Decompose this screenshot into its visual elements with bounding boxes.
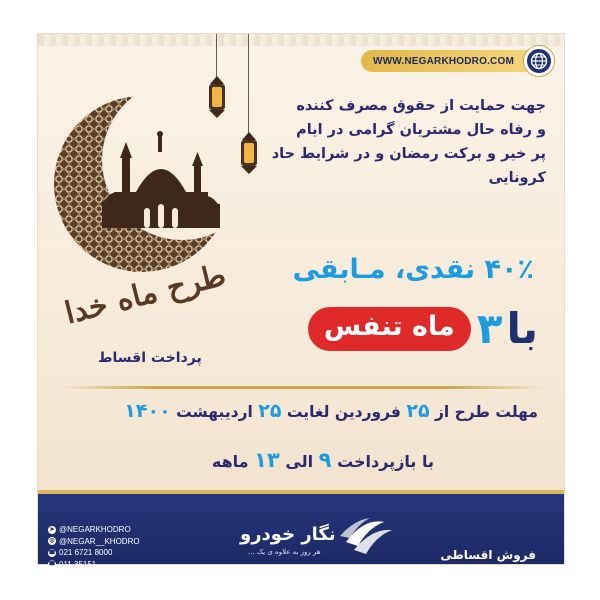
logo-slogan: هر روز به علاوه ی یک ... bbox=[248, 548, 321, 556]
instagram-handle[interactable]: @NEGAR__KHODRO bbox=[59, 536, 140, 546]
grace-prefix: با bbox=[506, 304, 538, 353]
grace-months-number: ۳ bbox=[476, 304, 503, 353]
installment-label: پرداخت اقساط bbox=[98, 350, 202, 366]
deadline-from-label: مهلت طرح از bbox=[434, 403, 538, 421]
repayment-min-months: ۹ bbox=[318, 448, 332, 472]
telegram-icon: ➤ bbox=[49, 526, 55, 533]
logo-name: نگار خودرو bbox=[240, 524, 336, 545]
lantern-string bbox=[216, 34, 217, 78]
phone-contact-1[interactable] bbox=[48, 547, 140, 559]
deadline-to-label: فروردین لغایت bbox=[286, 403, 401, 421]
phone-icon: ☎ bbox=[48, 549, 56, 556]
intro-line-2: و رفاه حال مشتریان گرامی در ایام bbox=[296, 122, 546, 138]
phone-icon: ☎ bbox=[48, 561, 56, 568]
ad-card bbox=[38, 34, 564, 569]
intro-text bbox=[226, 94, 546, 190]
deadline-text bbox=[124, 400, 538, 422]
calligraphy-text: طرح ماه خدا bbox=[61, 257, 230, 332]
grace-period-row bbox=[308, 302, 538, 356]
divider bbox=[58, 386, 544, 389]
offer-headline: ۴۰٪ نقدی، مـابقی bbox=[292, 254, 534, 285]
phone-number-2[interactable]: 011 35151 bbox=[59, 559, 97, 569]
repayment-to-label: الی bbox=[285, 452, 314, 471]
top-ornament bbox=[38, 34, 564, 46]
deadline-month: اردیبهشت bbox=[176, 403, 253, 421]
contact-list bbox=[48, 524, 140, 570]
deadline-end-day: ۲۵ bbox=[258, 400, 282, 422]
telegram-handle[interactable]: @NEGARKHODRO bbox=[59, 525, 131, 534]
repayment-max-months: ۱۳ bbox=[254, 448, 280, 472]
telegram-contact[interactable] bbox=[48, 524, 140, 536]
grace-label-pill: ماه تنفس bbox=[308, 307, 471, 351]
company-logo bbox=[234, 512, 394, 568]
instagram-icon: ◎ bbox=[49, 538, 55, 545]
intro-line-3: پر خیر و برکت رمضان و در شرایط حاد کرونایی bbox=[271, 146, 546, 186]
repayment-unit: ماهه bbox=[211, 452, 249, 471]
instagram-contact[interactable] bbox=[48, 536, 140, 548]
phone-contact-2[interactable] bbox=[48, 559, 140, 571]
phone-number-1[interactable]: 021 6721 8000 bbox=[59, 548, 113, 557]
sales-type-label: فروش اقساطی bbox=[440, 548, 536, 562]
deadline-year: ۱۴۰۰ bbox=[124, 400, 171, 422]
deadline-start-day: ۲۵ bbox=[406, 400, 430, 422]
intro-line-1: جهت حمایت از حقوق مصرف کننده bbox=[296, 98, 546, 114]
website-badge[interactable] bbox=[361, 46, 554, 76]
repayment-text bbox=[212, 448, 434, 472]
website-url[interactable]: WWW.NEGARKHODRO.COM bbox=[361, 50, 528, 72]
globe-icon bbox=[524, 46, 554, 76]
campaign-calligraphy bbox=[61, 242, 230, 342]
repayment-label: با بازپرداخت bbox=[337, 452, 434, 471]
